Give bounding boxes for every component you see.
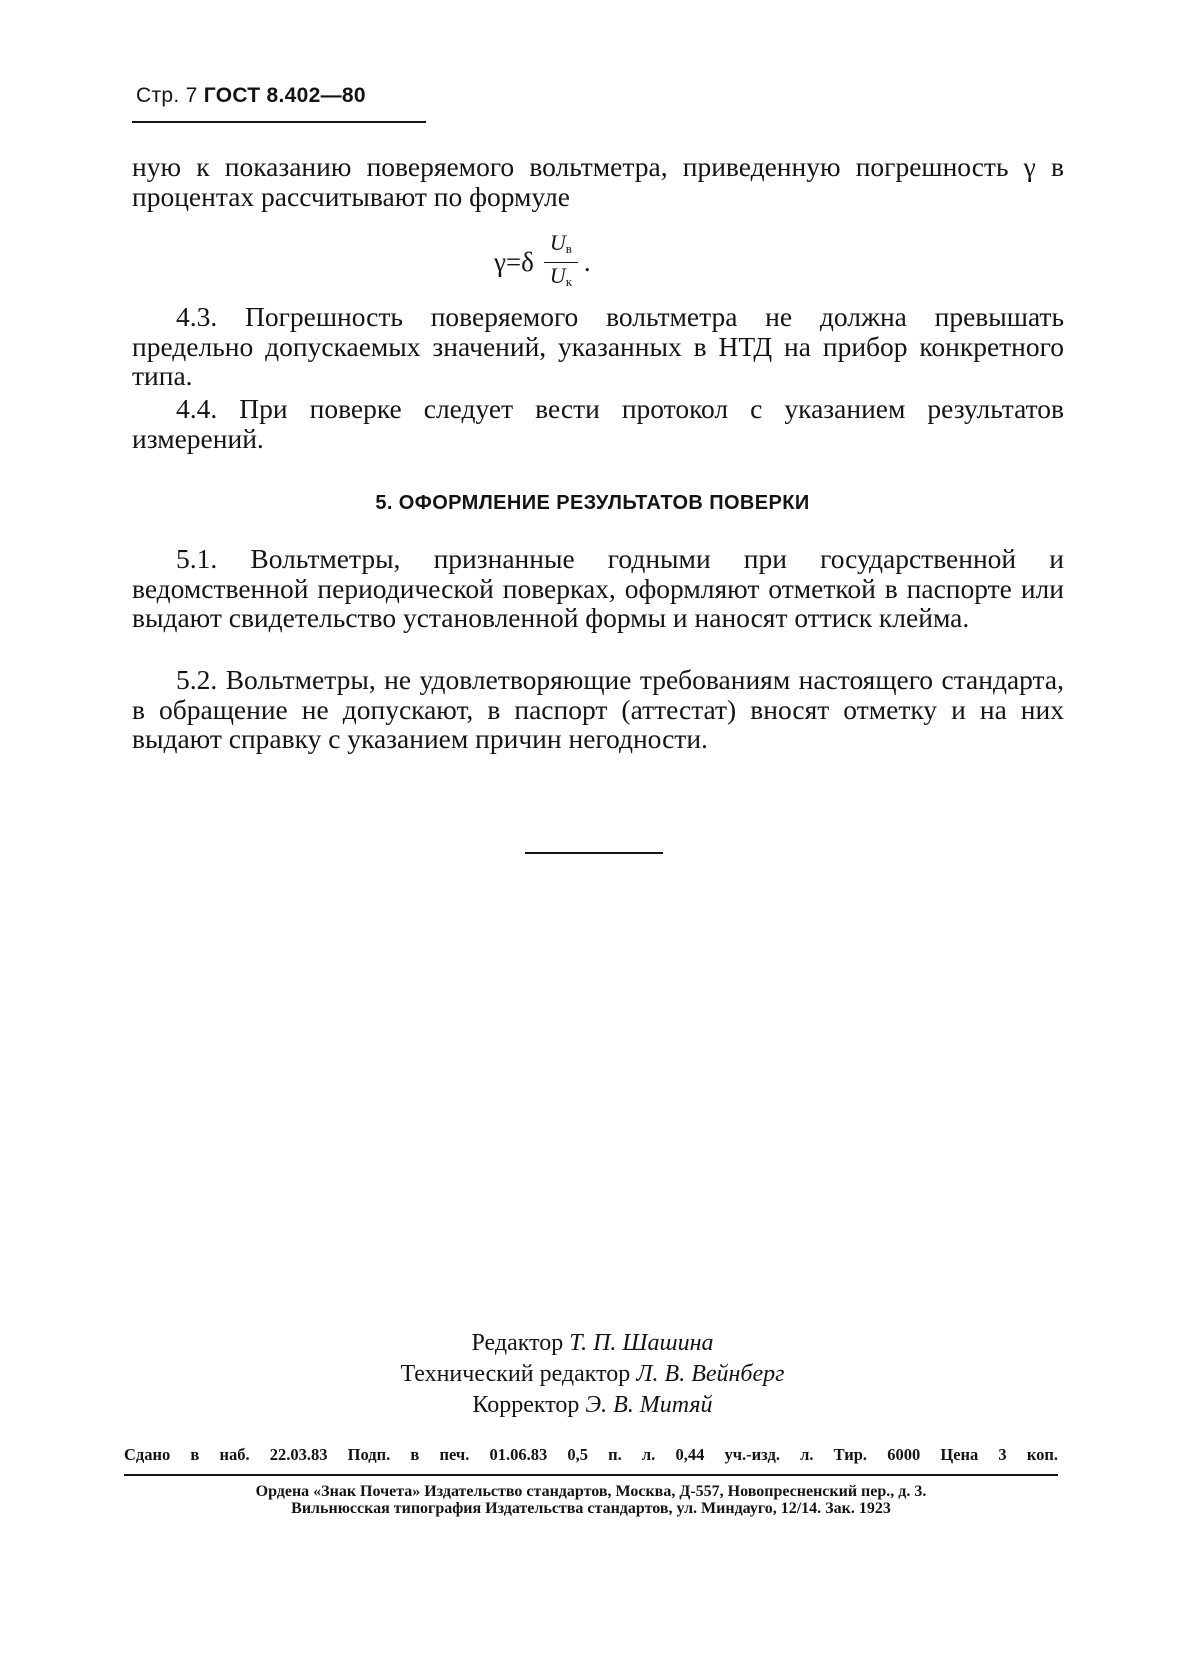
formula-end: . <box>583 247 591 277</box>
formula-lhs: γ=δ <box>494 247 534 277</box>
page-header <box>136 84 366 108</box>
publisher-line: Ордена «Знак Почета» Издательство стандартов, Москва, Д-557, Новопресненский пер., д. 3. <box>255 1483 927 1500</box>
formula-numerator: $U_в$ <box>544 230 578 263</box>
paragraph-4-4: 4.4. При поверке следует вести протокол с указанием результатов измерений. <box>132 393 1064 454</box>
formula-fraction <box>544 230 578 295</box>
formula-denominator: $U_к$ <box>549 263 573 289</box>
paragraph-4-3: 4.3. Погрешность поверяемого вольтметра не должна превышать предельно допускаемых значений, указанных в НТД на прибор конкретного типа. <box>132 301 1064 391</box>
section-title: 5. ОФОРМЛЕНИЕ РЕЗУЛЬТАТОВ ПОВЕРКИ <box>375 492 810 514</box>
credit-tech-editor: Технический редактор Л. В. Вейнберг <box>400 1361 785 1387</box>
credit-editor: Редактор Т. П. Шашина <box>471 1330 714 1356</box>
paragraph-5-1: 5.1. Вольтметры, признанные годными при государственной и ведомственной периодической поверках, оформляют отметкой в паспорте или выдают свидетельство установленной формы и наносят оттиск клейма. <box>132 543 1064 633</box>
imprint-foot <box>124 1483 1058 1517</box>
credits <box>0 1328 1185 1421</box>
imprint-line: Сдано в наб. 22.03.83 Подп. в печ. 01.06.83 0,5 п. л. 0,44 уч.-изд. л. Тир. 6000 Цена 3 коп. <box>124 1445 1058 1464</box>
header-rule <box>132 121 426 123</box>
page-number: Стр. 7 <box>136 84 198 107</box>
formula <box>494 230 591 295</box>
imprint-rule <box>124 1474 1058 1476</box>
printer-line: Вильнюсская типография Издательства стандартов, ул. Миндауго, 12/14. Зак. 1923 <box>291 1500 891 1517</box>
credit-corrector: Корректор Э. В. Митяй <box>472 1392 713 1418</box>
paragraph-5-2: 5.2. Вольтметры, не удовлетворяющие требованиям настоящего стандарта, в обращение не допускают, в паспорт (аттестат) вносят отметку и на них выдают справку с указанием причин негодности. <box>132 664 1064 754</box>
end-of-text-rule <box>525 852 663 854</box>
paragraph-continuation: ную к показанию поверяемого вольтметра, приведенную погрешность γ в процентах рассчитывают по формуле <box>132 151 1064 212</box>
standard-number: ГОСТ 8.402—80 <box>203 84 366 107</box>
